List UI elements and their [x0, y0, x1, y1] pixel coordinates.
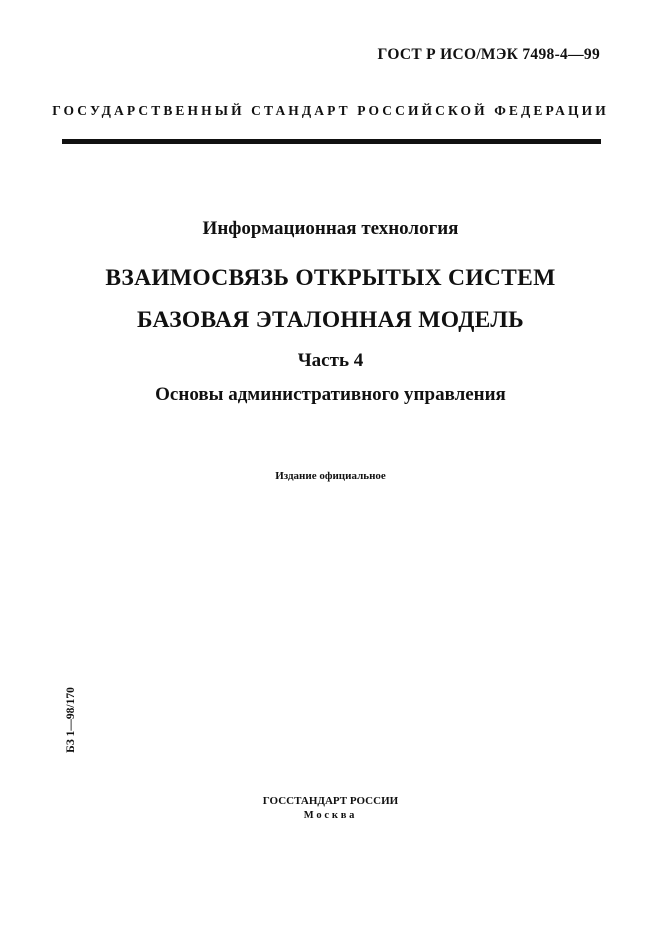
title-line-3: БАЗОВАЯ ЭТАЛОННАЯ МОДЕЛЬ [137, 307, 524, 333]
subtitle: Основы административного управления [155, 384, 506, 405]
horizontal-rule [62, 139, 601, 144]
document-number: ГОСТ Р ИСО/МЭК 7498-4—99 [377, 46, 600, 63]
publisher-city: Москва [303, 810, 358, 821]
side-code-text: БЗ 1—98/170 [65, 687, 77, 753]
part-number: Часть 4 [297, 350, 364, 371]
edition-label: Издание официальное [275, 470, 386, 482]
side-code [62, 680, 80, 760]
state-standard-heading: ГОСУДАРСТВЕННЫЙ СТАНДАРТ РОССИЙСКОЙ ФЕДЕРАЦИИ [52, 103, 609, 118]
title-line-2: ВЗАИМОСВЯЗЬ ОТКРЫТЫХ СИСТЕМ [105, 265, 556, 291]
publisher: ГОССТАНДАРТ РОССИИ [262, 795, 399, 807]
title-line-1: Информационная технология [202, 218, 459, 239]
